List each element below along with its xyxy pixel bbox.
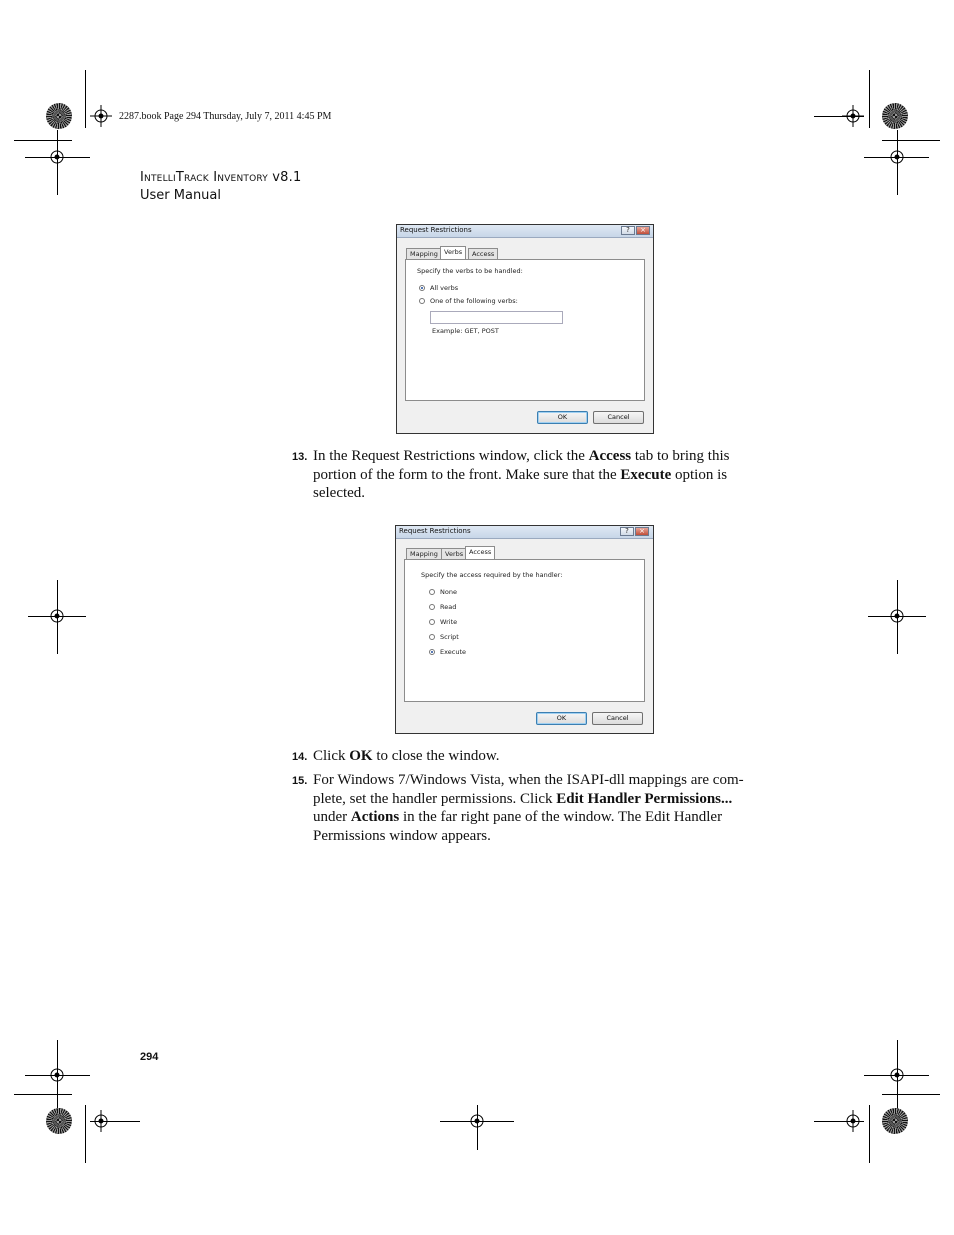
registration-mark-icon bbox=[90, 105, 112, 127]
step-text-run: to close the window. bbox=[372, 748, 500, 764]
tab-access[interactable]: Access bbox=[465, 546, 495, 559]
registration-mark-icon bbox=[886, 605, 908, 627]
cancel-button[interactable]: Cancel bbox=[593, 411, 644, 424]
running-header-subtitle: User Manual bbox=[140, 188, 222, 203]
registration-mark-icon bbox=[466, 1110, 488, 1132]
registration-mark-icon bbox=[842, 1110, 864, 1132]
registration-mark-icon bbox=[46, 146, 68, 168]
step-text-run: In the Request Restrictions window, click the bbox=[313, 448, 589, 464]
step-text bbox=[313, 747, 762, 766]
step-text-run: Click bbox=[313, 748, 350, 764]
cancel-button[interactable]: Cancel bbox=[592, 712, 643, 725]
read-radio[interactable] bbox=[429, 604, 435, 610]
write-label: Write bbox=[440, 618, 458, 626]
script-label: Script bbox=[440, 633, 459, 641]
step-text-run: in the far right pane of the window. The Edit Handler Permissions window appears. bbox=[313, 809, 723, 844]
step-text-run: under bbox=[313, 809, 351, 826]
step-text bbox=[313, 771, 762, 845]
dialog-title: Request Restrictions bbox=[400, 226, 472, 234]
tab-verbs[interactable]: Verbs bbox=[440, 246, 466, 259]
ok-button[interactable]: OK bbox=[537, 411, 588, 424]
step-bold-run: Actions bbox=[350, 809, 400, 826]
close-button[interactable]: × bbox=[635, 527, 649, 536]
write-radio[interactable] bbox=[429, 619, 435, 625]
step-bold-run: Execute bbox=[620, 466, 672, 483]
access-prompt: Specify the access required by the handler: bbox=[421, 571, 563, 579]
header-initial: I bbox=[208, 170, 218, 185]
registration-mark-icon bbox=[46, 1064, 68, 1086]
registration-mark-icon bbox=[886, 1064, 908, 1086]
page-number: 294 bbox=[140, 1051, 159, 1063]
read-label: Read bbox=[440, 603, 457, 611]
tab-mapping[interactable]: Mapping bbox=[406, 248, 442, 259]
verbs-prompt: Specify the verbs to be handled: bbox=[417, 267, 523, 275]
tab-verbs[interactable]: Verbs bbox=[441, 548, 467, 559]
step-13 bbox=[292, 447, 762, 503]
step-text bbox=[313, 447, 762, 503]
dialog-titlebar bbox=[396, 526, 653, 539]
verbs-input[interactable] bbox=[430, 311, 563, 324]
step-number: 13. bbox=[292, 451, 308, 463]
header-smallcaps: nventory bbox=[217, 170, 268, 185]
help-button[interactable]: ? bbox=[621, 226, 635, 235]
step-text-run: option is selected. bbox=[313, 466, 728, 502]
tab-panel bbox=[404, 559, 645, 702]
registration-mark-icon bbox=[886, 146, 908, 168]
following-verbs-label: One of the following verbs: bbox=[430, 297, 518, 305]
running-header-title bbox=[140, 170, 301, 185]
verbs-example: Example: GET, POST bbox=[432, 327, 499, 335]
dialog-title: Request Restrictions bbox=[399, 527, 471, 535]
help-button[interactable]: ? bbox=[620, 527, 634, 536]
script-radio[interactable] bbox=[429, 634, 435, 640]
dialog-titlebar bbox=[397, 225, 653, 238]
step-bold-run: Edit Handler Permissions... bbox=[556, 790, 733, 807]
step-15 bbox=[292, 771, 762, 845]
tab-mapping[interactable]: Mapping bbox=[406, 548, 442, 559]
step-14 bbox=[292, 747, 762, 766]
header-initial: I bbox=[140, 170, 145, 185]
header-version: v8.1 bbox=[267, 170, 302, 185]
execute-radio[interactable] bbox=[429, 649, 435, 655]
header-smallcaps: ntelli bbox=[144, 170, 176, 185]
following-verbs-radio[interactable] bbox=[419, 298, 425, 304]
close-button[interactable]: × bbox=[636, 226, 650, 235]
execute-label: Execute bbox=[440, 648, 466, 656]
registration-mark-icon bbox=[90, 1110, 112, 1132]
none-label: None bbox=[440, 588, 457, 596]
step-text-run: tab to bring this portion of the form to the front. Make sure that the bbox=[313, 448, 730, 483]
all-verbs-radio[interactable] bbox=[419, 285, 425, 291]
request-restrictions-dialog-verbs bbox=[396, 224, 654, 434]
all-verbs-label: All verbs bbox=[430, 284, 459, 292]
print-slug: 2287.book Page 294 Thursday, July 7, 2011 4:45 PM bbox=[119, 111, 332, 122]
ok-button[interactable]: OK bbox=[536, 712, 587, 725]
tab-access[interactable]: Access bbox=[468, 248, 498, 259]
request-restrictions-dialog-access bbox=[395, 525, 654, 734]
none-radio[interactable] bbox=[429, 589, 435, 595]
header-smallcaps: rack bbox=[184, 170, 209, 185]
step-text-run: For Windows 7/Windows Vista, when the ISAPI-dll mappings are com-plete, set the handler permissions. Click bbox=[313, 772, 744, 807]
step-bold-run: Access bbox=[588, 448, 632, 464]
step-number: 15. bbox=[292, 775, 308, 787]
header-initial: T bbox=[175, 170, 185, 185]
step-number: 14. bbox=[292, 751, 308, 763]
registration-mark-icon bbox=[46, 605, 68, 627]
step-bold-run: OK bbox=[349, 748, 373, 764]
